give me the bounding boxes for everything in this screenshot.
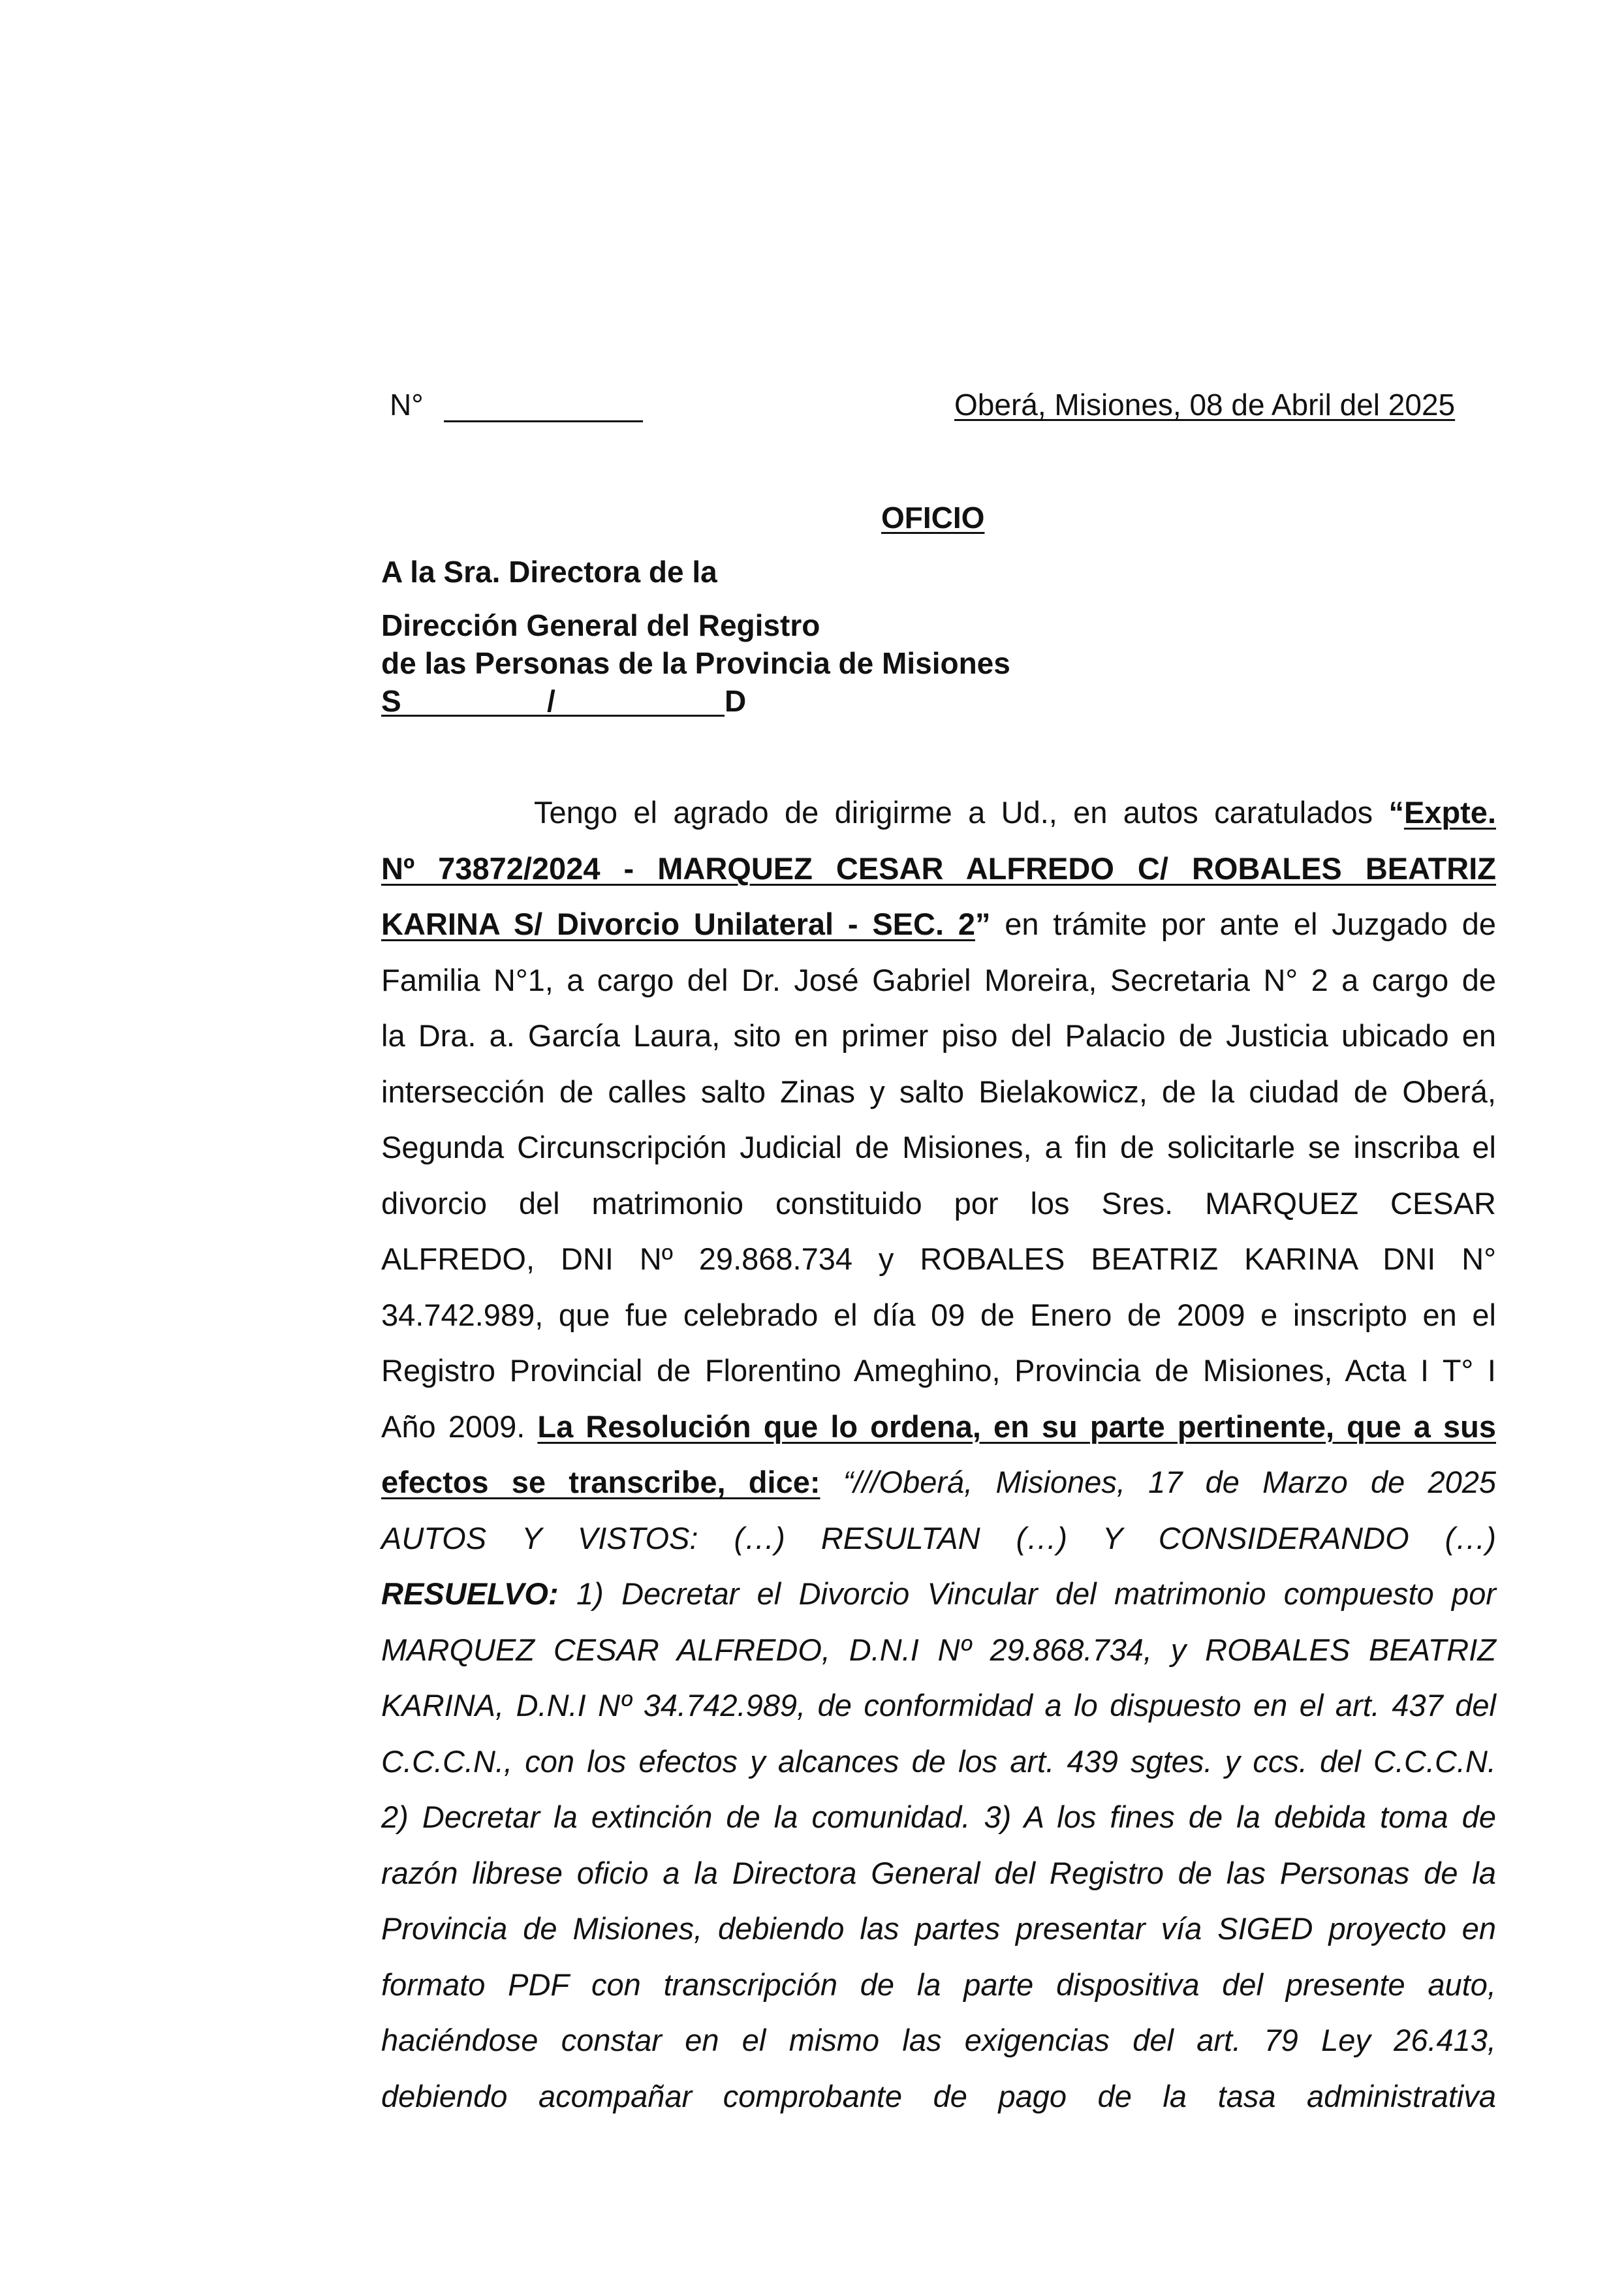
sd-s-segment [381,682,547,717]
body-line-7: Segunda Circunscripción Judicial de Misiones, a fin de solicitarle se inscriba el [381,1130,1496,1164]
body-line-5: la Dra. a. García Laura, sito en primer piso del Palacio de Justicia ubicado en [381,1018,1496,1053]
body-line-10: 34.742.989, que fue celebrado el día 09 de Enero de 2009 e inscripto en el [381,1297,1496,1332]
body-line-22: formato PDF con transcripción de la parte dispositiva del presente auto, [381,1967,1496,2002]
body-line-4: Familia N°1, a cargo del Dr. José Gabriel Moreira, Secretaria N° 2 a cargo de [381,962,1496,997]
case-reference: KARINA S/ Divorcio Unilateral - SEC. 2 [381,907,975,941]
body-line-23: haciéndose constar en el mismo las exigencias del art. 79 Ley 26.413, [381,2023,1496,2057]
body-paragraph [381,785,1496,2124]
body-line-14: AUTOS Y VISTOS: (…) RESULTAN (…) Y CONSIDERANDO (…) [381,1520,1496,1555]
sd-slash-segment [547,682,725,717]
body-line-13 [381,1454,1496,1510]
resolution-intro: La Resolución que lo ordena, en su parte pertinente, que a sus [537,1409,1496,1444]
sd-s: S [381,684,401,718]
sd-d: D [725,684,747,718]
case-reference: Expte. [1403,795,1496,830]
resolution-quote: “///Oberá, Misiones, 17 de Marzo de 2025 [820,1465,1496,1499]
body-line-15 [381,1566,1496,1622]
body-text-segment: Año 2009. [381,1409,538,1444]
resolution-intro: efectos se transcribe, dice: [381,1465,820,1499]
body-line-19: 2) Decretar la extinción de la comunidad. 3) A los fines de la debida toma de [381,1800,1496,1834]
addressee-line-3: de las Personas de la Provincia de Misiones [381,646,1010,680]
body-line-11: Registro Provincial de Florentino Ameghino, Provincia de Misiones, Acta I T° I [381,1353,1496,1388]
body-line-6: intersección de calles salto Zinas y salto Bielakowicz, de la ciudad de Oberá, [381,1074,1496,1109]
body-line-1 [381,785,1496,841]
body-line-20: razón librese oficio a la Directora General del Registro de las Personas de la [381,1855,1496,1890]
body-line-21: Provincia de Misiones, debiendo las partes presentar vía SIGED proyecto en [381,1911,1496,1946]
body-line-17: KARINA, D.N.I Nº 34.742.989, de conformidad a lo dispuesto en el art. 437 del [381,1688,1496,1723]
resolution-quote: 1) Decretar el Divorcio Vincular del matrimonio compuesto por [558,1576,1496,1611]
body-line-9: ALFREDO, DNI Nº 29.868.734 y ROBALES BEATRIZ KARINA DNI N° [381,1241,1496,1276]
salutation-sd [381,682,746,720]
quote-close: ” [975,907,991,941]
body-text-segment: Tengo el agrado de dirigirme a Ud., en autos caratulados [534,795,1389,830]
quote-open: “ [1388,795,1404,830]
body-line-8: divorcio del matrimonio constituido por los Sres. MARQUEZ CESAR [381,1185,1496,1221]
body-line-24: debiendo acompañar comprobante de pago de la tasa administrativa [381,2078,1496,2114]
body-line-3 [381,896,1496,952]
number-label: N° [390,388,424,422]
sd-slash: / [547,684,555,718]
body-line-12 [381,1399,1496,1455]
body-line-18: C.C.C.N., con los efectos y alcances de los art. 439 sgtes. y ccs. del C.C.C.N. [381,1743,1496,1779]
addressee-line-1: A la Sra. Directora de la [381,555,717,589]
body-line-2: Nº 73872/2024 - MARQUEZ CESAR ALFREDO C/ ROBALES BEATRIZ [381,850,1496,886]
document-title: OFICIO [881,501,985,535]
place-date: Oberá, Misiones, 08 de Abril del 2025 [954,388,1456,422]
body-line-16: MARQUEZ CESAR ALFREDO, D.N.I Nº 29.868.734, y ROBALES BEATRIZ [381,1632,1496,1667]
addressee-line-2: Dirección General del Registro [381,608,820,642]
number-blank-line [444,420,643,422]
body-text-segment: en trámite por ante el Juzgado de [990,907,1496,941]
resuelvo-label: RESUELVO: [381,1576,559,1611]
